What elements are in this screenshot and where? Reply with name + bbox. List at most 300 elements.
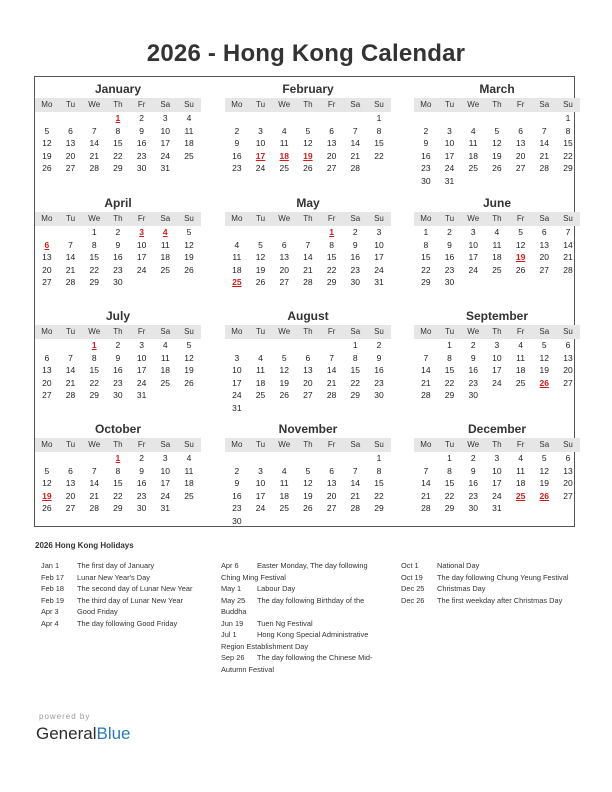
empty-cell xyxy=(35,339,59,352)
day-cell: 27 xyxy=(326,163,337,174)
empty-cell xyxy=(343,452,367,465)
holiday-list-column-3 xyxy=(401,560,576,606)
day-cell: 16 xyxy=(136,138,147,149)
day-cell: 27 xyxy=(303,390,313,401)
holiday-item xyxy=(401,583,576,595)
weekday-label: Su xyxy=(563,327,573,336)
week-row xyxy=(225,477,391,490)
day-cell: 15 xyxy=(421,252,431,263)
empty-cell xyxy=(461,276,485,289)
month-january xyxy=(35,81,201,175)
week-row xyxy=(225,276,391,289)
weekday-label: Su xyxy=(374,214,384,223)
day-cell: 4 xyxy=(470,125,476,136)
weekday-label: Su xyxy=(374,100,384,109)
weekday-label: Tu xyxy=(66,100,76,109)
empty-cell xyxy=(249,515,273,528)
empty-cell xyxy=(320,339,344,352)
empty-cell xyxy=(177,276,201,289)
holiday-item xyxy=(221,595,381,618)
day-cell: 20 xyxy=(42,264,52,275)
day-cell: 5 xyxy=(186,340,192,350)
weekday-label: Tu xyxy=(445,440,455,449)
day-cell: 19 xyxy=(255,264,266,275)
week-row xyxy=(225,490,391,503)
day-cell: 28 xyxy=(350,503,361,514)
day-cell: 2 xyxy=(234,125,240,136)
day-cell: 17 xyxy=(444,150,455,161)
day-cell: 6 xyxy=(329,465,334,476)
empty-cell xyxy=(249,452,273,465)
weekday-label: Tu xyxy=(256,100,266,109)
week-row xyxy=(225,364,391,377)
day-cell: 12 xyxy=(303,138,313,149)
weekday-label: Fr xyxy=(327,327,336,336)
month-december xyxy=(414,421,580,515)
day-cell: 12 xyxy=(184,352,194,363)
day-cell: 6 xyxy=(281,239,287,250)
day-cell: 27 xyxy=(326,503,337,514)
weekday-label: Th xyxy=(492,327,502,336)
day-cell: 31 xyxy=(444,175,455,186)
week-row xyxy=(35,477,201,490)
weekday-label: Sa xyxy=(160,327,171,336)
week-row xyxy=(225,150,391,163)
weekday-label: Fr xyxy=(137,327,146,336)
day-cell: 28 xyxy=(539,163,550,174)
holiday-date: Apr 3 xyxy=(41,607,59,616)
day-cell: 27 xyxy=(65,503,76,514)
day-cell: 18 xyxy=(232,264,242,275)
day-cell: 23 xyxy=(113,264,123,275)
day-cell: 14 xyxy=(421,478,431,489)
empty-cell xyxy=(82,112,106,125)
weekday-label: Sa xyxy=(160,214,171,223)
day-cell: 21 xyxy=(350,490,361,501)
day-cell: 22 xyxy=(444,377,455,388)
day-cell: 25 xyxy=(515,377,526,388)
day-cell: 3 xyxy=(139,340,144,350)
day-cell: 26 xyxy=(42,503,52,514)
holiday-day-cell: 18 xyxy=(279,150,289,161)
day-cell: 13 xyxy=(42,365,52,376)
day-cell: 6 xyxy=(565,453,571,463)
day-cell: 9 xyxy=(376,352,382,363)
day-cell: 14 xyxy=(563,239,573,250)
day-cell: 6 xyxy=(68,465,73,476)
day-cell: 16 xyxy=(468,478,478,489)
day-cell: 9 xyxy=(234,478,240,489)
weekday-label: Fr xyxy=(516,327,525,336)
weekday-label: Fr xyxy=(137,214,146,223)
month-name: January xyxy=(94,82,142,96)
day-cell: 14 xyxy=(326,365,337,376)
holiday-day-cell: 1 xyxy=(329,227,334,237)
month-name: March xyxy=(479,82,515,96)
holiday-item xyxy=(221,652,381,675)
weekday-label: Tu xyxy=(445,100,455,109)
empty-cell xyxy=(532,175,556,188)
day-cell: 28 xyxy=(65,390,76,401)
weekday-header xyxy=(35,438,201,452)
day-cell: 13 xyxy=(65,478,76,489)
month-name: February xyxy=(282,82,334,96)
holiday-date: Jul 1 xyxy=(221,630,237,639)
week-row xyxy=(225,251,391,264)
day-cell: 5 xyxy=(305,465,311,476)
day-cell: 24 xyxy=(492,490,502,501)
weekday-label: Tu xyxy=(445,214,455,223)
empty-cell xyxy=(177,389,201,402)
day-cell: 12 xyxy=(492,138,502,149)
day-cell: 21 xyxy=(539,150,550,161)
day-cell: 13 xyxy=(42,252,52,263)
holiday-item xyxy=(401,595,576,607)
day-cell: 29 xyxy=(350,390,361,401)
day-cell: 10 xyxy=(136,352,147,363)
week-row xyxy=(414,239,580,252)
day-cell: 3 xyxy=(162,453,168,463)
day-cell: 12 xyxy=(42,478,52,489)
holiday-date: Jun 19 xyxy=(221,618,244,628)
week-row xyxy=(35,162,201,175)
weekday-label: We xyxy=(88,100,101,109)
holiday-day-cell: 25 xyxy=(515,490,526,501)
day-cell: 25 xyxy=(279,163,289,174)
holiday-day-cell: 19 xyxy=(303,150,313,161)
day-cell: 2 xyxy=(139,453,144,463)
empty-cell xyxy=(320,402,344,415)
day-cell: 2 xyxy=(470,340,476,350)
day-cell: 20 xyxy=(515,150,526,161)
day-cell: 2 xyxy=(352,227,358,237)
holiday-day-cell: 1 xyxy=(115,453,121,463)
day-cell: 8 xyxy=(447,352,452,363)
day-cell: 11 xyxy=(160,239,170,250)
holiday-item xyxy=(41,560,206,572)
weekday-label: Tu xyxy=(256,440,266,449)
day-cell: 5 xyxy=(541,453,547,463)
holiday-date: Feb 18 xyxy=(41,584,65,593)
day-cell: 30 xyxy=(113,277,123,288)
weekday-header xyxy=(414,212,580,226)
weekday-label: Fr xyxy=(516,214,525,223)
day-cell: 12 xyxy=(279,365,289,376)
brand-logo[interactable] xyxy=(36,724,131,744)
month-name: November xyxy=(278,422,338,436)
day-cell: 30 xyxy=(468,390,478,401)
day-cell: 25 xyxy=(184,150,194,161)
day-cell: 19 xyxy=(303,490,313,501)
empty-cell xyxy=(296,339,320,352)
weekday-label: Th xyxy=(303,440,313,449)
day-cell: 25 xyxy=(468,163,478,174)
weekday-header xyxy=(35,325,201,339)
day-cell: 1 xyxy=(352,340,358,350)
day-cell: 23 xyxy=(421,163,431,174)
weekday-label: Fr xyxy=(137,100,146,109)
month-name: August xyxy=(287,309,329,323)
day-cell: 11 xyxy=(492,239,502,250)
day-cell: 18 xyxy=(515,365,526,376)
holiday-date: Apr 4 xyxy=(41,618,59,628)
day-cell: 22 xyxy=(89,377,99,388)
day-cell: 1 xyxy=(376,113,382,123)
day-cell: 16 xyxy=(374,365,384,376)
day-cell: 24 xyxy=(492,377,502,388)
day-cell: 6 xyxy=(305,352,311,363)
day-cell: 29 xyxy=(89,390,99,401)
weekday-label: Su xyxy=(184,327,194,336)
day-cell: 23 xyxy=(444,264,455,275)
day-cell: 23 xyxy=(136,490,147,501)
day-cell: 11 xyxy=(516,465,525,476)
holiday-name: Labour Day xyxy=(257,584,296,593)
empty-cell xyxy=(556,175,580,188)
day-cell: 18 xyxy=(515,478,526,489)
day-cell: 1 xyxy=(376,453,382,463)
day-cell: 5 xyxy=(186,227,192,237)
day-cell: 31 xyxy=(160,503,171,514)
day-cell: 5 xyxy=(541,340,547,350)
day-cell: 8 xyxy=(329,239,334,250)
week-row xyxy=(35,264,201,277)
day-cell: 12 xyxy=(303,478,313,489)
weekday-header xyxy=(225,438,391,452)
empty-cell xyxy=(509,112,533,125)
empty-cell xyxy=(438,112,462,125)
weekday-label: Sa xyxy=(160,100,171,109)
week-row xyxy=(225,389,391,402)
holiday-name: Tuen Ng Festival xyxy=(257,618,313,628)
empty-cell xyxy=(35,112,59,125)
week-row xyxy=(414,125,580,138)
day-cell: 11 xyxy=(468,138,478,149)
empty-cell xyxy=(249,339,273,352)
day-cell: 24 xyxy=(136,264,147,275)
weekday-label: Su xyxy=(374,440,384,449)
week-row xyxy=(414,162,580,175)
week-row xyxy=(414,339,580,352)
empty-cell xyxy=(367,515,391,528)
day-cell: 20 xyxy=(65,150,76,161)
day-cell: 23 xyxy=(113,377,123,388)
holiday-name: Hong Kong Special Administrative Region Establishment Day xyxy=(221,630,369,651)
day-cell: 17 xyxy=(374,252,384,263)
empty-cell xyxy=(509,389,533,402)
day-cell: 21 xyxy=(65,264,76,275)
day-cell: 29 xyxy=(113,503,123,514)
day-cell: 23 xyxy=(350,264,361,275)
day-cell: 4 xyxy=(281,125,287,136)
holiday-day-cell: 26 xyxy=(539,377,550,388)
day-cell: 3 xyxy=(258,465,263,476)
week-row xyxy=(414,377,580,390)
day-cell: 2 xyxy=(376,340,382,350)
holiday-name: The third day of Lunar New Year xyxy=(77,595,183,605)
month-july xyxy=(35,308,201,402)
day-cell: 24 xyxy=(255,163,266,174)
empty-cell xyxy=(249,402,273,415)
day-cell: 28 xyxy=(563,264,573,275)
day-cell: 31 xyxy=(232,402,242,413)
empty-cell xyxy=(153,276,177,289)
day-cell: 27 xyxy=(279,277,289,288)
day-cell: 22 xyxy=(374,490,384,501)
weekday-label: We xyxy=(88,440,101,449)
day-cell: 21 xyxy=(65,377,76,388)
day-cell: 13 xyxy=(515,138,526,149)
month-april xyxy=(35,195,201,289)
day-cell: 4 xyxy=(281,465,287,476)
day-cell: 30 xyxy=(350,277,361,288)
day-cell: 2 xyxy=(139,113,144,123)
day-cell: 9 xyxy=(470,352,476,363)
day-cell: 14 xyxy=(65,252,76,263)
day-cell: 19 xyxy=(184,252,194,263)
weekday-header xyxy=(414,325,580,339)
week-row xyxy=(225,352,391,365)
holiday-day-cell: 19 xyxy=(515,252,526,263)
day-cell: 16 xyxy=(232,490,242,501)
day-cell: 24 xyxy=(136,377,147,388)
day-cell: 19 xyxy=(42,150,52,161)
week-row xyxy=(225,125,391,138)
week-row xyxy=(414,490,580,503)
weekday-label: Th xyxy=(113,214,123,223)
week-row xyxy=(35,239,201,252)
day-cell: 8 xyxy=(423,239,429,250)
month-february xyxy=(225,81,391,175)
holiday-item xyxy=(401,560,576,572)
holiday-day-cell: 25 xyxy=(232,277,242,288)
day-cell: 20 xyxy=(326,150,337,161)
day-cell: 27 xyxy=(563,377,573,388)
holiday-item xyxy=(401,572,576,584)
day-cell: 4 xyxy=(518,453,523,463)
holiday-name: The second day of Lunar New Year xyxy=(77,584,193,593)
empty-cell xyxy=(532,276,556,289)
holiday-item xyxy=(221,629,381,652)
day-cell: 28 xyxy=(65,277,76,288)
weekday-label: Th xyxy=(303,214,313,223)
holiday-day-cell: 1 xyxy=(115,113,121,123)
day-cell: 9 xyxy=(447,239,452,250)
weekday-label: We xyxy=(278,440,291,449)
day-cell: 28 xyxy=(421,503,431,514)
day-cell: 24 xyxy=(160,150,171,161)
month-name: September xyxy=(465,309,529,323)
weekday-header xyxy=(225,325,391,339)
day-cell: 10 xyxy=(444,138,455,149)
day-cell: 8 xyxy=(115,125,121,136)
holiday-day-cell: 1 xyxy=(91,340,97,350)
weekday-label: Th xyxy=(113,100,123,109)
empty-cell xyxy=(59,226,83,239)
day-cell: 26 xyxy=(184,264,194,275)
day-cell: 1 xyxy=(91,227,97,237)
empty-cell xyxy=(532,502,556,515)
day-cell: 29 xyxy=(326,277,337,288)
empty-cell xyxy=(367,162,391,175)
day-cell: 18 xyxy=(160,252,171,263)
empty-cell xyxy=(532,112,556,125)
day-cell: 29 xyxy=(374,503,384,514)
day-cell: 11 xyxy=(256,365,265,376)
holiday-date: Oct 1 xyxy=(401,561,419,570)
day-cell: 21 xyxy=(421,377,431,388)
week-row xyxy=(35,465,201,478)
holiday-day-cell: 4 xyxy=(162,227,168,237)
day-cell: 2 xyxy=(234,465,240,476)
day-cell: 24 xyxy=(255,503,266,514)
empty-cell xyxy=(461,112,485,125)
day-cell: 20 xyxy=(563,365,573,376)
day-cell: 7 xyxy=(565,227,571,237)
day-cell: 17 xyxy=(232,377,242,388)
weekday-label: Mo xyxy=(420,100,432,109)
day-cell: 6 xyxy=(68,125,73,136)
day-cell: 22 xyxy=(350,377,361,388)
holiday-name: The day following Good Friday xyxy=(77,618,178,628)
day-cell: 5 xyxy=(44,465,50,476)
holiday-name: Good Friday xyxy=(77,607,118,616)
weekday-label: Mo xyxy=(231,440,243,449)
holiday-name: The first weekday after Christmas Day xyxy=(437,595,563,605)
week-row xyxy=(414,175,580,188)
empty-cell xyxy=(414,112,438,125)
weekday-label: Mo xyxy=(41,214,53,223)
day-cell: 4 xyxy=(234,239,240,250)
weekday-label: We xyxy=(88,214,101,223)
day-cell: 15 xyxy=(374,478,384,489)
day-cell: 14 xyxy=(539,138,550,149)
week-row xyxy=(414,465,580,478)
day-cell: 3 xyxy=(258,125,263,136)
day-cell: 17 xyxy=(468,252,478,263)
day-cell: 28 xyxy=(303,277,313,288)
week-row xyxy=(414,477,580,490)
day-cell: 19 xyxy=(539,365,550,376)
weekday-label: Fr xyxy=(327,214,336,223)
day-cell: 8 xyxy=(447,465,452,476)
weekday-label: We xyxy=(467,440,480,449)
weekday-label: Mo xyxy=(420,214,432,223)
day-cell: 10 xyxy=(468,239,478,250)
day-cell: 28 xyxy=(421,390,431,401)
day-cell: 31 xyxy=(136,390,147,401)
day-cell: 15 xyxy=(326,252,337,263)
day-cell: 20 xyxy=(65,490,76,501)
day-cell: 29 xyxy=(444,390,455,401)
day-cell: 14 xyxy=(303,252,313,263)
day-cell: 7 xyxy=(91,125,97,136)
day-cell: 3 xyxy=(234,352,240,363)
day-cell: 24 xyxy=(374,264,384,275)
day-cell: 31 xyxy=(160,163,171,174)
week-row xyxy=(414,112,580,125)
day-cell: 1 xyxy=(565,113,571,123)
holiday-item xyxy=(221,618,381,630)
day-cell: 26 xyxy=(515,264,526,275)
day-cell: 7 xyxy=(68,239,73,250)
day-cell: 25 xyxy=(279,503,289,514)
day-cell: 11 xyxy=(516,352,525,363)
empty-cell xyxy=(509,502,533,515)
day-cell: 3 xyxy=(447,125,452,136)
day-cell: 18 xyxy=(184,138,194,149)
weekday-label: Mo xyxy=(41,327,53,336)
